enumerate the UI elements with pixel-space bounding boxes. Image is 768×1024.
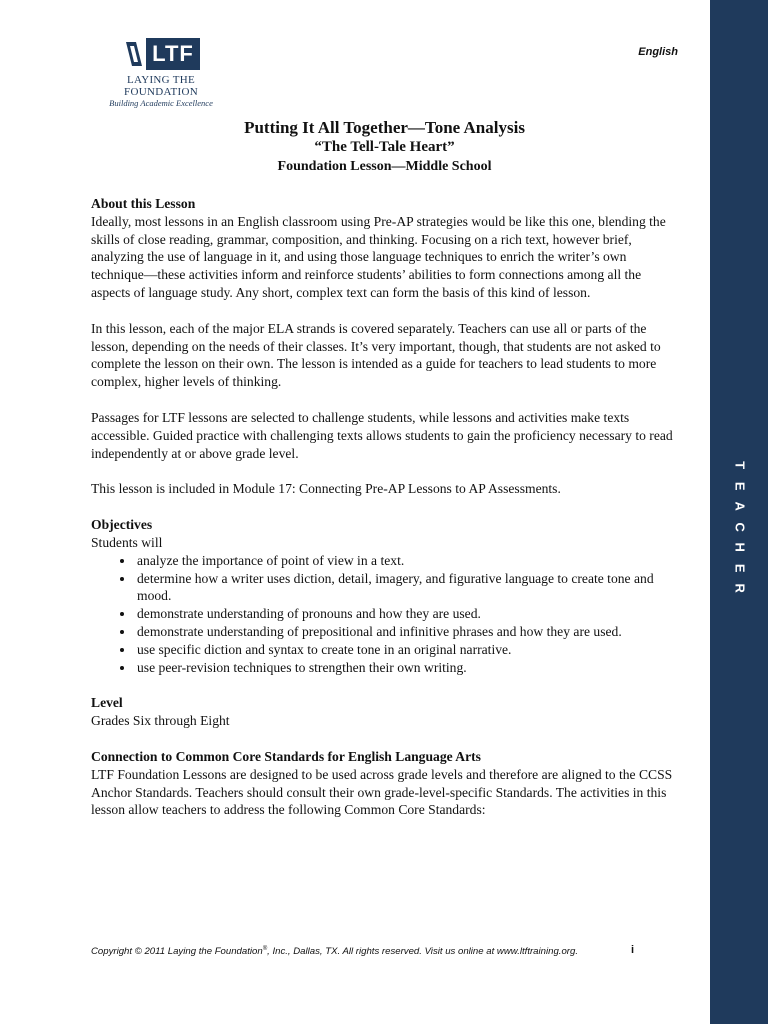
page-number: i (631, 944, 635, 956)
copyright-text-end: , Inc., Dallas, TX. All rights reserved. Visit us online at www.ltftraining.org. (267, 946, 578, 958)
lesson-title: Putting It All Together—Tone Analysis (244, 118, 525, 137)
sidebar-letter: T (732, 461, 748, 470)
sidebar-letter: C (732, 522, 748, 532)
about-heading: About this Lesson (91, 196, 196, 211)
objectives-heading: Objectives (91, 517, 153, 533)
about-paragraph: This lesson is included in Module 17: Connecting Pre-AP Lessons to AP Assessments. (91, 481, 561, 497)
lesson-header (91, 118, 678, 177)
subject-label: English (638, 46, 678, 58)
level-heading: Level (91, 695, 123, 711)
objective-item: • use specific diction and syntax to create tone in an original narrative. (135, 641, 681, 659)
standards-heading: Connection to Common Core Standards for English Language Arts (91, 748, 481, 764)
copyright-footer (91, 946, 651, 957)
book-slash-icon (122, 38, 146, 70)
copyright-text: Copyright © 2011 Laying the Foundation (91, 946, 263, 958)
logo-tagline: Building Academic Excellence (109, 98, 213, 108)
objective-item: • analyze the importance of point of view in a text. (135, 552, 681, 570)
sidebar-letter: R (732, 583, 748, 593)
objective-item: • demonstrate understanding of pronouns and how they are used. (135, 605, 681, 623)
objectives-list (91, 552, 681, 677)
objective-item: • demonstrate understanding of prepositional and infinitive phrases and how they are used. (135, 623, 681, 641)
standards-text: LTF Foundation Lessons are designed to be used across grade levels and therefore are aligned to the CCSS Anchor Standards. Teachers should consult their own grade-level-specific Standards. The activities in this lesson allow teachers to address the following Common Core Standards: (91, 766, 673, 818)
about-paragraph: Passages for LTF lessons are selected to challenge students, while lessons and activities make texts accessible. Guided practice with challenging texts allows students to gain the proficiency necessary to read independently at or above grade level. (91, 409, 673, 461)
lesson-content (91, 195, 681, 819)
logo-name: LAYING THE FOUNDATION (124, 74, 198, 98)
sidebar-letter: E (732, 563, 748, 573)
ltf-logo (91, 36, 231, 108)
teacher-sidebar (710, 0, 768, 1024)
lesson-type: Foundation Lesson—Middle School (277, 159, 492, 174)
registered-mark: ® (262, 946, 268, 952)
sidebar-letter: E (732, 481, 748, 491)
lesson-subtitle: “The Tell-Tale Heart” (314, 139, 455, 155)
objective-item: • use peer-revision techniques to strengthen their own writing. (135, 659, 681, 677)
sidebar-letter: H (732, 542, 748, 552)
about-paragraph: In this lesson, each of the major ELA strands is covered separately. Teachers can use all or parts of the lesson, depending on the needs of their classes. It’s very important, though, that students are not asked to complete the lesson on their own. The lesson is intended as a guide for teachers to lead students to more complex, higher levels of thinking. (91, 320, 661, 390)
objective-item: • determine how a writer uses diction, detail, imagery, and figurative language to create tone and mood. (135, 570, 681, 606)
objectives-intro: Students will (91, 534, 163, 550)
level-text: Grades Six through Eight (91, 713, 230, 729)
sidebar-letter: A (732, 501, 748, 511)
logo-text: LTF (146, 38, 200, 70)
sidebar-label (710, 455, 768, 599)
about-paragraph: Ideally, most lessons in an English classroom using Pre-AP strategies would be like this one, blending the skills of close reading, grammar, composition, and thinking. Focusing on a rich text, however brief, analyzing the use of language in it, and using those language techniques to enrich the writer’s own technique—these activities inform and reinforce students’ abilities to form connections among all the aspects of language study. Any short, complex text can form the basis of this kind of lesson. (91, 213, 666, 300)
logo-mark (91, 36, 231, 72)
